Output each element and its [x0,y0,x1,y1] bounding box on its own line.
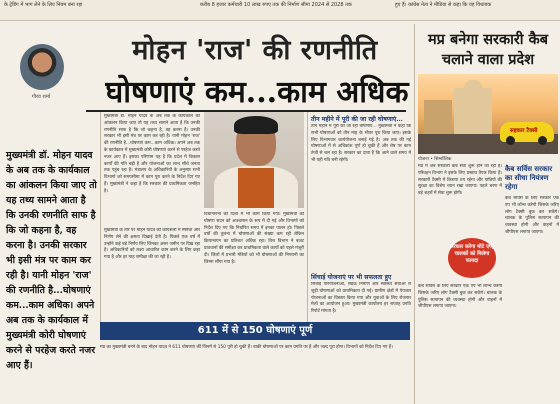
announcement-banner: 611 में से 150 घोषणाएं पूर्ण [100,322,410,340]
top-news-strip [0,0,560,21]
strip-right-text: हुए हैं। कांग्रेस नेता ने मीडिया से कहा कि वह विधायक [395,2,492,8]
right-headline-line-2: चलाने वाला प्रदेश [441,51,535,68]
subhead-irrigation: सिंचाई योजनाएं पर भी सफलता हुए [311,274,392,281]
right-column-1: मप्र में अब सरकारी कैब सेवा शुरू होने जा रही है। परिवहन विभाग ने इसके लिए प्रस्ताव तैयार किया है। सरकारी टैक्सी में किराया तय रहेगा और यात्रियों की सुरक्षा का विशेष ध्यान रखा जाएगा। पहले चरण में बड़े शहरों में सेवा शुरू होगी। [418,164,502,197]
subhead-three-months: तीन महीने में पूरी की जा रही घोषणाएं... [311,116,403,123]
photo-hair [234,116,278,134]
illustration-caption: योजना • सिम्बॉलिक [418,157,452,162]
taxi-label: सहकार टैक्सी [510,128,538,134]
right-column-1b: कैब सर्विस के लिए सरकार एक एप भी लॉन्च करेगी जिसके जरिए लोग टैक्सी बुक कर सकेंगे। चालक के पुलिस सत्यापन की व्यवस्था होगी और वाहनों में जीपीएस लगाया जाएगा। [418,284,502,310]
cab-illustration [418,74,558,154]
strip-mid-text: करीब 8 हजार कर्मचारी 10 लाख रुपए तक की निर्माण सीमा 2024 से 2028 तक [200,2,352,8]
chief-minister-photo [204,112,304,208]
body-column-1b: मुख्यमंत्री के तौर पर मोहन यादव की कार्यशैली में स्पष्टता और निर्णय लेने की क्षमता दिखाई देती है। पिछले एक वर्ष में उन्होंने कई बड़े निर्णय लिए जिनका असर जमीन पर दिख रहा है। अधिकारियों को लक्ष्य आधारित काम करने के लिए कहा गया है और हर माह समीक्षा की जा रही है। [104,228,200,261]
pull-quote: मुख्यमंत्री डॉ. मोहन यादव के अब तक के कार्यकाल का आंकलन किया जाए तो यह तथ्य सामने आता है कि उनकी रणनीति साफ है कि जो कहना है, वह करना है। उनकी सरकार भी इसी मंत्र पर काम कर रही है। यानी मोहन 'राज' की रणनीति है...घोषणाएं कम...काम अधिक। अपने अब तक के कार्यकाल में मुख्यमंत्री कोरी घोषणाएं करने से परहेज करते नजर आए हैं। [6,150,97,371]
headline-line-1: मोहन 'राज' की रणनीति [132,35,378,66]
section-rule [414,24,415,404]
wheel-icon [538,136,547,145]
byline [6,44,76,134]
body-column-2: विधानसभा की दिशा में भी काम किया गया। मुख्यमंत्री की घोषणा सदन को आश्वासन के रूप में दी गई और विभागों को निर्देश दिए गए कि निर्धारित समय में इनका पालन हो। पिछले वर्षों की तुलना में घोषणाओं की संख्या कम रही लेकिन क्रियान्वयन का प्रतिशत अधिक रहा। वित्त विभाग ने बजट प्रावधानों की समीक्षा कर प्राथमिकता वाले कार्यों को पहले मंजूरी दी। जिलों में प्रभारी मंत्रियों को भी घोषणाओं की निगरानी का जिम्मा सौंपा गया है। [204,212,304,265]
author-avatar [20,44,64,90]
body-column-3b: सिंचाई परियोजनाओं, सड़क निर्माण और स्वास्थ्य सेवाओं से जुड़ी घोषणाओं को प्राथमिकता दी गई। ग्रामीण क्षेत्रों में पेयजल योजनाओं का विस्तार किया गया और युवाओं के लिए रोजगार मेलों का आयोजन हुआ। मुख्यमंत्री कार्यालय हर सप्ताह प्रगति रिपोर्ट मांगता है। [311,282,411,315]
author-name: गौरव शर्मा [31,94,51,100]
right-headline [418,30,558,70]
column-rule [100,112,101,322]
right-subhead: कैब सर्विस सरकार का सीधा नियंत्रण रहेगा [505,164,553,191]
wheel-icon [506,136,515,145]
body-column-3: तीन महीने में पूरी की जा रही घोषणाएं... मुख्यमंत्री ने कहा कि सभी घोषणाओं को तीन माह के भीतर पूरा किया जाए। इसके लिए विभागवार कार्ययोजना बनाई गई है। अब तक की गई घोषणाओं में से अधिकांश पूर्ण हो चुकी हैं और शेष पर काम तेजी से चल रहा है। सरकार का दावा है कि आने वाले समय में भी यही गति बनी रहेगी। [311,124,411,163]
app-callout-badge: सरकार करेगा मोटे एप, चालकों को मिलेगा फायदा [448,238,496,278]
building-shape [424,100,452,134]
headline-line-2: घोषणाएं कम...काम अधिक [105,75,409,110]
dome-shape [464,80,482,94]
right-headline-line-1: मप्र बनेगा सरकारी कैब [427,31,549,48]
body-column-1: मुख्यमंत्री डॉ. मोहन यादव के अब तक के कार्यकाल का आंकलन किया जाए तो यह तथ्य सामने आता है कि उनकी रणनीति साफ है कि जो कहना है, वह करना है। उनकी सरकार भी इसी मंत्र पर काम कर रही है। यानी मोहन 'राज' की रणनीति है...घोषणाएं कम...काम अधिक। अपने अब तक के कार्यकाल में मुख्यमंत्री कोरी घोषणाएं करने से परहेज करते नजर आए हैं। इसका परिणाम यह है कि प्रदेश में विकास कार्यों की गति बढ़ी है और योजनाओं का लाभ सीधे जनता तक पहुंच रहा है। मंत्रालय के अधिकारियों के अनुसार सभी विभागों को समयसीमा में काम पूरा करने के निर्देश दिए गए हैं। मुख्यमंत्री ने कहा है कि सरकार की प्राथमिकता जनहित है। [104,114,200,194]
building-shape [454,88,492,134]
banner-body: मप्र का मुख्यमंत्री बनने के बाद मोहन यादव ने 611 घोषणाएं कीं जिनमें से 150 पूरी हो चुकी हैं। बाकी घोषणाओं पर काम प्रगति पर है और जल्द पूरा होगा। विभागों को निर्देश दिए गए हैं। [100,345,393,350]
photo-vest [238,168,274,208]
column-rule [307,112,308,322]
right-column-2: कैब सर्विस के लिए सरकार एक एप भी लॉन्च करेगी जिसके जरिए लोग टैक्सी बुक कर सकेंगे। चालक के पुलिस सत्यापन की व्यवस्था होगी और वाहनों में जीपीएस लगाया जाएगा। [505,196,559,235]
strip-left-text: के ट्रेडिंग में भाग लेने के लिए नियम बना रहा [4,2,83,8]
